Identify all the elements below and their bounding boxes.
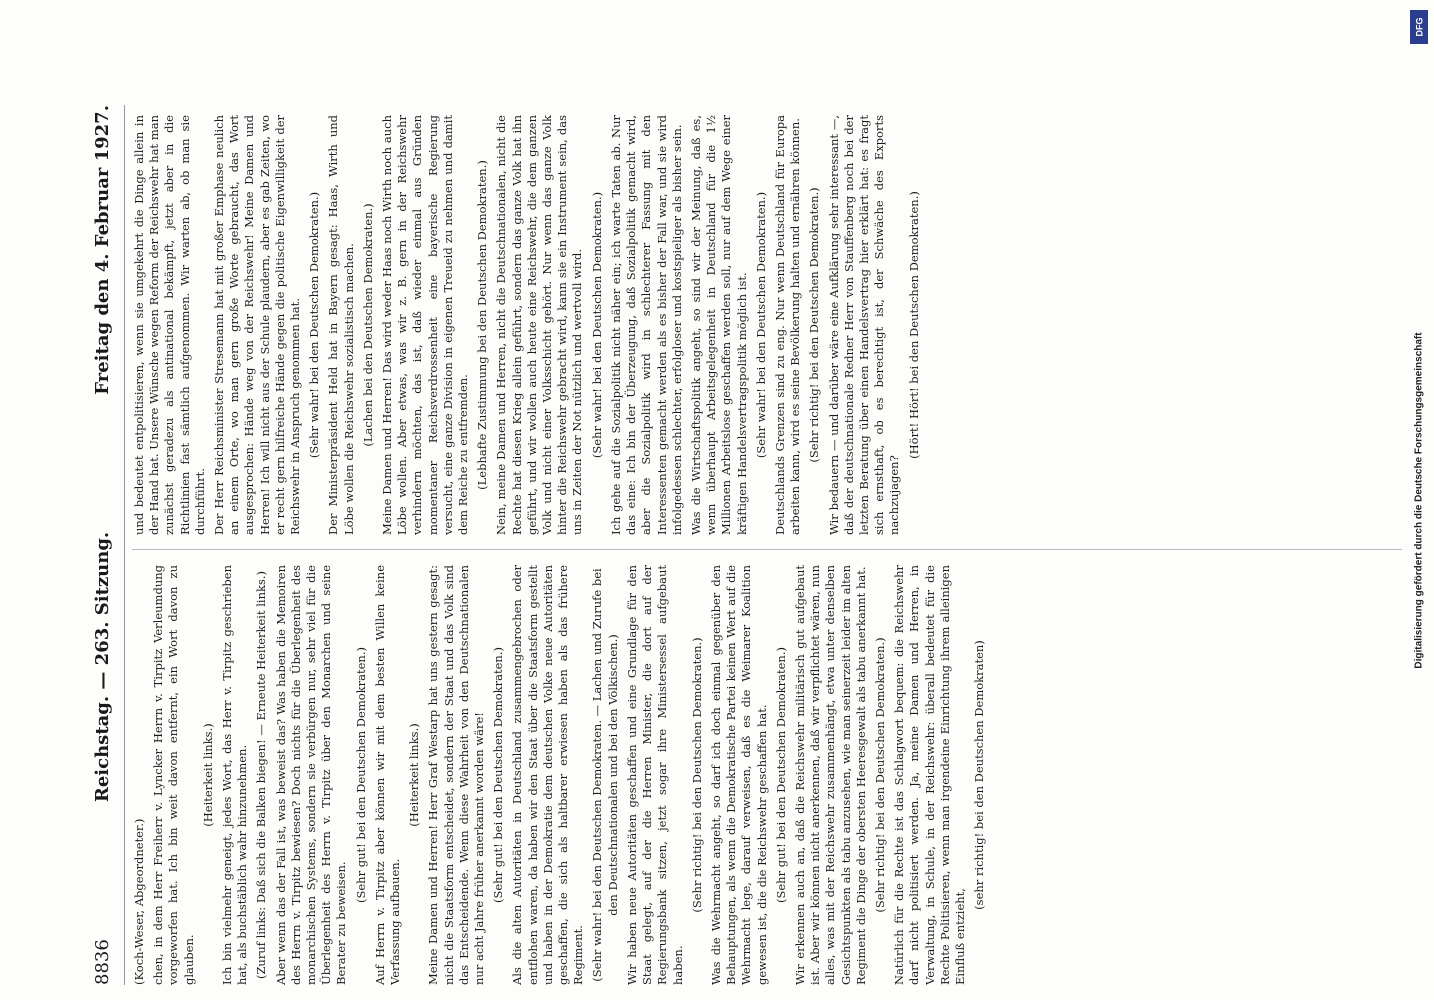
interjection: (Sehr gut! bei den Deutschen Demokraten.)	[353, 647, 368, 903]
paragraph: chen, in dem Herr Freiherr v. Lyncker Herrn v. Tirpitz Verleumdung vorgeworfen hat. Ich bin weit davon entfernt, ein Wort davon zu glauben.	[151, 565, 196, 985]
dfg-logo: DFG	[1410, 10, 1428, 44]
interjection: (Sehr wahr! bei den Deutschen Demokraten.)	[589, 191, 604, 459]
paragraph: Aber wenn das der Fall ist, was beweist das? Was haben die Memoiren des Herrn v. Tirpitz bewiesen? Doch nichts für die Überlegenheit des monarchischen Systems, sondern sie verbürgen nur, sehr viel für die Überlegenheit des Herrn v. Tirpitz über den Monarchen und seine Berater zu beweisen.	[273, 565, 349, 985]
paragraph: (Koch-Weser, Abgeordneter.)	[132, 818, 146, 985]
column-divider	[132, 549, 1402, 550]
interjection: (Lebhafte Zustimmung bei den Deutschen Demokraten.)	[475, 160, 490, 490]
paragraph: Wir erkennen auch an, daß die Reichswehr militärisch gut aufgebaut ist. Aber wir können nicht anerkennen, daß wir verpflichtet wären, nun alles, was mit der Reichswehr zusammenhängt, etwa unter denselben Gesichtspunkten als tabu anzusehen, wie man seinerzeit leider im alten Regiment die Dinge der obersten Heeresgewalt als tabu anerkannt hat.	[792, 565, 868, 985]
interjection: (Heiterkeit links.)	[407, 723, 422, 827]
header-right-title: Freitag den 4. Februar 1927.	[91, 105, 113, 395]
interjection: (Sehr richtig! bei den Deutschen Demokraten.)	[872, 637, 887, 913]
paragraph: Ich gehe auf die Sozialpolitik nicht näher ein; ich warte Taten ab. Nur das eine: Ich bin der Überzeugung, daß Sozialpolitik gemacht wird, aber die Sozialpolitik wird in schlechterer Fassung mit den Interessenten gemacht werden als es bisher der Fall war, und sie wird infolgedessen schlechter, erfolgloser und kostspieliger als bisher sein.	[608, 115, 684, 535]
paragraph: Als die alten Autoritäten in Deutschland zusammengebrochen oder entflohen waren, da haben wir den Staat über die Staatsform gestellt und haben in der Demokratie dem deutschen Volke neue Autoritäten geschaffen, die sich als haltbarer erwiesen haben als das frühere Regiment.	[510, 565, 586, 985]
paragraph: Auf Herrn v. Tirpitz aber können wir mit dem besten Willen keine Verfassung aufbauen.	[372, 565, 403, 985]
interjection: (Sehr richtig! bei den Deutschen Demokraten.)	[807, 187, 822, 463]
interjection: (Zuruf links: Daß sich die Balken biegen! — Erneute Heiterkeit links.)	[254, 570, 269, 980]
paragraph: Nein, meine Damen und Herren, nicht die Deutschnationalen, nicht die Rechte hat diesen Krieg allein geführt, sondern das ganze Volk hat ihn geführt, und wir wollen auch heute eine Reichswehr, die dem ganzen Volk und nicht einer Volksschicht gehört. Nur wenn das ganze Volk hinter die Reichswehr gebracht wird, kann sie ein Instrument sein, das uns in Zeiten der Not nützlich und wertvoll wird.	[494, 115, 585, 535]
interjection: (Hört! Hört! bei den Deutschen Demokraten.)	[906, 191, 921, 459]
paragraph: Deutschlands Grenzen sind zu eng. Nur wenn Deutschland für Europa arbeiten kann, wird es seine Bevölkerung halten und ernähren können.	[772, 115, 803, 535]
right-column	[132, 115, 926, 535]
left-column	[132, 565, 991, 985]
interjection: (Sehr gut! bei den Deutschen Demokraten.)	[773, 647, 788, 903]
rotated-scan	[80, 105, 1410, 985]
paragraph: Meine Damen und Herren! Herr Graf Westarp hat uns gestern gesagt: nicht die Staatsform entscheidet, sondern der Staat und das Volk sind das Entscheidende. Wenn diese Wahrheit von den Deutschnationalen nur acht Jahre früher anerkannt worden wäre!	[426, 565, 487, 985]
paragraph: Ich bin vielmehr geneigt, jedes Wort, das Herr v. Tirpitz geschrieben hat, als buchstäblich wahr hinzunehmen.	[220, 565, 250, 985]
paragraph: Wir haben neue Autoritäten geschaffen und eine Grundlage für den Staat gelegt, auf der die Herren Minister, die dort auf der Regierungsbank sitzen, jetzt sogar ihre Ministersessel aufgebaut haben.	[624, 565, 685, 985]
interjection: (Heiterkeit links.)	[200, 723, 215, 827]
paragraph: Der Ministerpräsident Held hat in Bayern gesagt: Haas, Wirth und Löbe wollen die Reichswehr sozialistisch machen.	[326, 115, 356, 535]
interjection: (Sehr wahr! bei den Deutschen Demokraten.)	[753, 191, 768, 459]
page-number: 8836	[91, 939, 113, 985]
page-header	[80, 105, 125, 985]
interjection: (Sehr richtig! bei den Deutschen Demokraten.)	[689, 637, 704, 913]
paragraph: Der Herr Reichsminister Stresemann hat mit großer Emphase neulich an einem Orte, wo man gern große Worte gebraucht, das Wort ausgesprochen: Hände weg von der Reichswehr! Meine Damen und Herren! Ich will nicht aus der Schule plaudern, aber es gab Zeiten, wo er recht gern hilfreiche Hände gegen die politische Eigenwilligkeit der Reichswehr in Anspruch genommen hat.	[212, 115, 303, 535]
interjection: (Sehr gut! bei den Deutschen Demokraten.)	[491, 647, 506, 903]
paragraph: Meine Damen und Herren! Das wird weder Haas noch Wirth noch auch Löbe wollen. Aber etwas, was wir z. B. gern in der Reichswehr verhindern möchten, das ist, daß wieder einmal aus Gründen momentaner Reichsverdrossenheit eine bayerische Regierung versucht, eine ganze Division in eigenen Treueid zu nehmen und damit dem Reiche zu entfremden.	[380, 115, 471, 535]
paragraph: Wir bedauern — und darüber wäre eine Aufklärung sehr interessant —, daß der deutschnationale Redner Herr von Stauffenberg noch bei der letzten Beratung über einen Handelsvertrag hier erklärt hat: es fragt sich ernsthaft, ob es berechtigt ist, der Schwäche des Exports nachzujagen?	[826, 115, 902, 535]
digitization-note	[1404, 0, 1434, 1000]
header-left-title: Reichstag. — 263. Sitzung.	[91, 531, 113, 803]
paragraph: Natürlich für die Rechte ist das Schlagwort bequem: die Reichswehr darf nicht politisiert werden. Ja, meine Damen und Herren, in Verwaltung, in Schule, in der Reichswehr: überall bedeutet für die Rechte Politisieren, wenn man irgendeine Einrichtung ihrem alleinigen Einfluß entzieht,	[892, 565, 967, 985]
paragraph: Was die Wirtschaftspolitik angeht, so sind wir der Meinung, daß es, wenn überhaupt Arbeitsgelegenheit in Deutschland für die 1½ Millionen Arbeitslose geschaffen werden soll, nur auf dem Wege einer kräftigen Handelsvertragspolitik möglich ist.	[688, 115, 749, 535]
interjection: (Lachen bei den Deutschen Demokraten.)	[360, 203, 375, 447]
paragraph: und bedeutet entpolitisieren, wenn sie umgekehrt die Dinge allein in der Hand hat. Unsere Wünsche wegen Reform der Reichswehr hat man zunächst geradezu als antinational bekämpft, jetzt aber in die Richtlinien fast sämtlich aufgenommen. Wir warten ab, ob man sie durchführt.	[132, 115, 207, 535]
digitization-note-text: Digitalisierung gefördert durch die Deutsche Forschungsgemeinschaft	[1413, 331, 1425, 669]
interjection: (Sehr wahr! bei den Deutschen Demokraten. — Lachen und Zurufe bei den Deutschnationalen und bei den Völkischen.)	[590, 568, 620, 982]
interjection: (Sehr wahr! bei den Deutschen Demokraten.)	[307, 191, 322, 459]
interjection: (sehr richtig! bei den Deutschen Demokraten)	[972, 640, 987, 910]
paragraph: Was die Wehrmacht angeht, so darf ich doch einmal gegenüber den Behauptungen, als wenn die Demokratische Partei keinen Wert auf die Wehrmacht lege, darauf verweisen, daß es die Weimarer Koalition gewesen ist, die die Reichswehr geschaffen hat.	[708, 565, 769, 985]
